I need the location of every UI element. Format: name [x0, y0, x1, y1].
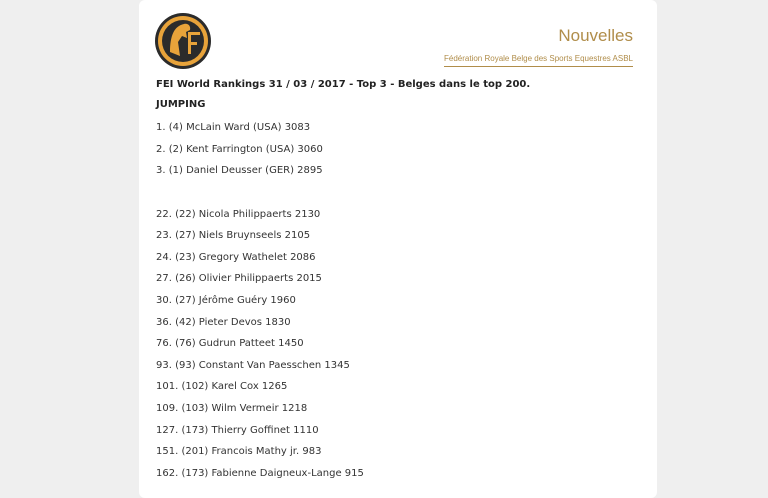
- ranking-row: 2. (2) Kent Farrington (USA) 3060: [156, 144, 323, 155]
- ranking-row: 151. (201) Francois Mathy jr. 983: [156, 446, 322, 457]
- section-heading-jumping: JUMPING: [156, 99, 206, 110]
- ranking-row: 76. (76) Gudrun Patteet 1450: [156, 338, 304, 349]
- ranking-row: 162. (173) Fabienne Daigneux-Lange 915: [156, 468, 364, 479]
- article-headline: FEI World Rankings 31 / 03 / 2017 - Top 3 - Belges dans le top 200.: [156, 79, 531, 90]
- ranking-row: 3. (1) Daniel Deusser (GER) 2895: [156, 165, 323, 176]
- newsletter-card: [139, 0, 657, 498]
- ranking-row: 23. (27) Niels Bruynseels 2105: [156, 230, 311, 241]
- page-title: Nouvelles: [558, 26, 633, 45]
- brand-block: [373, 26, 633, 67]
- ranking-row: 93. (93) Constant Van Paesschen 1345: [156, 360, 350, 371]
- frbse-logo-icon[interactable]: [154, 12, 212, 70]
- organization-name: Fédération Royale Belge des Sports Equestres ASBL: [444, 54, 633, 67]
- ranking-row: 109. (103) Wilm Vermeir 1218: [156, 403, 308, 414]
- ranking-row: 24. (23) Gregory Wathelet 2086: [156, 252, 316, 263]
- ranking-row: 101. (102) Karel Cox 1265: [156, 381, 288, 392]
- ranking-row: 36. (42) Pieter Devos 1830: [156, 317, 291, 328]
- ranking-row: 22. (22) Nicola Philippaerts 2130: [156, 209, 321, 220]
- ranking-row: 30. (27) Jérôme Guéry 1960: [156, 295, 296, 306]
- ranking-row: 27. (26) Olivier Philippaerts 2015: [156, 273, 322, 284]
- ranking-row: 1. (4) McLain Ward (USA) 3083: [156, 122, 311, 133]
- ranking-row: 127. (173) Thierry Goffinet 1110: [156, 425, 319, 436]
